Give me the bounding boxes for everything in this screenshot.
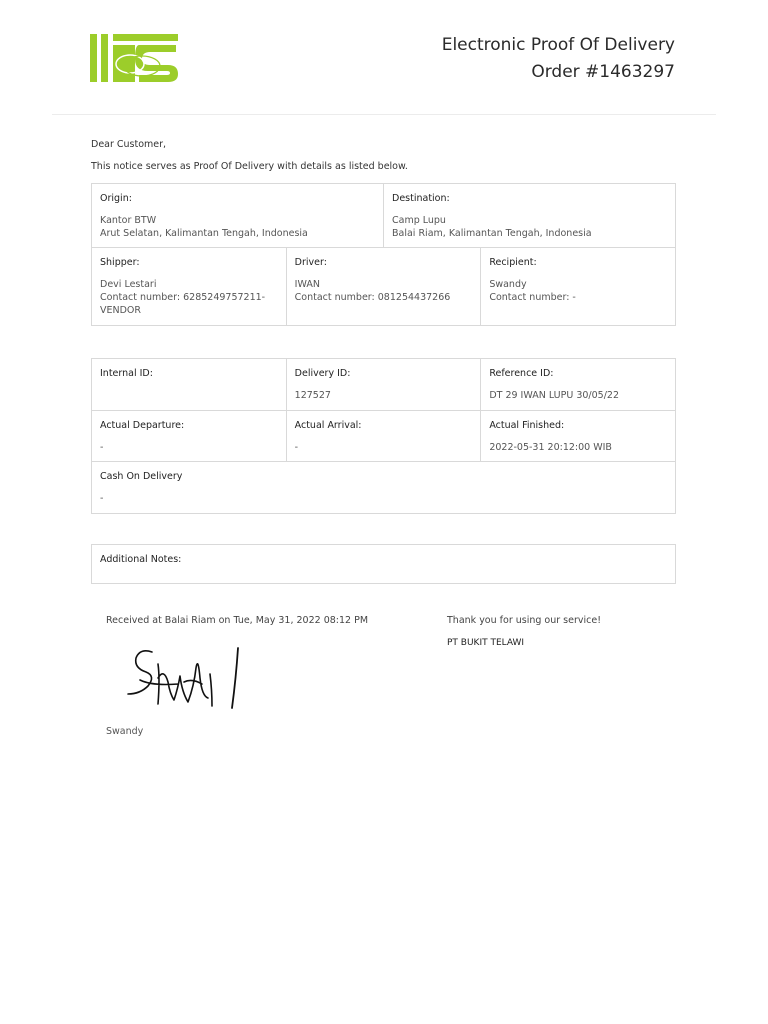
reference-id-value: DT 29 IWAN LUPU 30/05/22 <box>489 390 620 401</box>
notes-cell <box>92 545 676 584</box>
shipper-name: Devi Lestari <box>100 279 157 290</box>
delivery-details-table <box>91 358 676 514</box>
delivery-id-cell <box>286 359 481 411</box>
destination-address: Balai Riam, Kalimantan Tengah, Indonesia <box>392 228 592 239</box>
arrival-value: - <box>294 442 299 453</box>
delivery-id-value: 127527 <box>294 390 331 401</box>
driver-contact: Contact number: 081254437266 <box>294 292 451 303</box>
shipper-cell <box>92 248 287 326</box>
arrival-label: Actual Arrival: <box>294 420 362 431</box>
departure-cell <box>92 411 287 462</box>
greeting: Dear Customer, <box>91 139 167 150</box>
received-text: Received at Balai Riam on Tue, May 31, 2022 08:12 PM <box>106 615 369 626</box>
finished-label: Actual Finished: <box>489 420 565 431</box>
cod-cell <box>92 462 676 514</box>
internal-id-label: Internal ID: <box>100 368 153 379</box>
finished-value: 2022-05-31 20:12:00 WIB <box>489 442 612 453</box>
parties-table <box>91 247 676 326</box>
cod-label: Cash On Delivery <box>100 471 183 482</box>
origin-name: Kantor BTW <box>100 215 157 226</box>
signer-name: Swandy <box>106 726 144 737</box>
destination-cell <box>384 184 676 248</box>
reference-id-label: Reference ID: <box>489 368 554 379</box>
departure-value: - <box>100 442 104 453</box>
departure-label: Actual Departure: <box>100 420 185 431</box>
origin-address: Arut Selatan, Kalimantan Tengah, Indonesia <box>100 228 308 239</box>
origin-label: Origin: <box>100 193 132 204</box>
internal-id-cell <box>92 359 287 411</box>
intro-text: This notice serves as Proof Of Delivery with details as listed below. <box>91 161 408 172</box>
recipient-label: Recipient: <box>489 257 537 268</box>
driver-label: Driver: <box>294 257 327 268</box>
recipient-signature <box>118 638 248 712</box>
recipient-cell <box>481 248 676 326</box>
driver-cell <box>286 248 481 326</box>
recipient-name: Swandy <box>489 279 527 290</box>
destination-label: Destination: <box>392 193 450 204</box>
company-logo <box>90 34 178 82</box>
company-name: PT BUKIT TELAWI <box>447 638 525 648</box>
route-table <box>91 183 676 248</box>
origin-cell <box>92 184 384 248</box>
finished-cell <box>481 411 676 462</box>
arrival-cell <box>286 411 481 462</box>
order-number: Order #1463297 <box>531 62 675 82</box>
reference-id-cell <box>481 359 676 411</box>
document-title: Electronic Proof Of Delivery <box>441 35 675 55</box>
notes-table <box>91 544 676 584</box>
cod-value: - <box>100 493 104 504</box>
notes-label: Additional Notes: <box>100 554 182 565</box>
delivery-id-label: Delivery ID: <box>294 368 351 379</box>
driver-name: IWAN <box>294 279 320 290</box>
destination-name: Camp Lupu <box>392 215 446 226</box>
shipper-label: Shipper: <box>100 257 140 268</box>
header-divider <box>52 114 716 115</box>
recipient-contact: Contact number: - <box>489 292 576 303</box>
shipper-contact: Contact number: 6285249757211-VENDOR <box>100 292 266 316</box>
thanks-text: Thank you for using our service! <box>447 615 602 626</box>
